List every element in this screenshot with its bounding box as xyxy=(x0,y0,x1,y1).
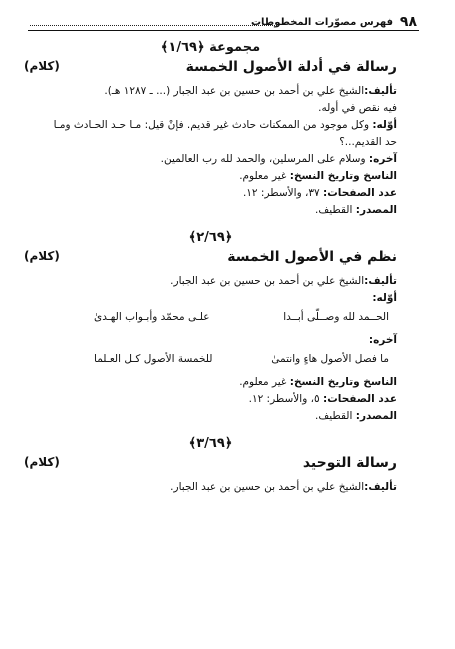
pages-line xyxy=(24,392,397,406)
source-value: القطيف. xyxy=(314,204,353,216)
copyist-value: غير معلوم. xyxy=(239,376,287,388)
entry-title-line xyxy=(24,249,397,271)
verse-line xyxy=(24,353,397,371)
pages-line xyxy=(24,186,397,200)
beginning-value: وكل موجود من الممكنات حادث غير قديم. فإنْ قيل: مـا حـد الحـادث ومـا xyxy=(53,119,370,131)
verse-hemistich-first: ما فصل الأصول هاءٍ وانتمىٰ xyxy=(271,353,389,365)
author-value: الشيخ علي بن أحمد بن حسين بن عبد الجبار (... ـ ١٢٨٧ هـ). xyxy=(104,85,365,97)
subject-tag: (كلام) xyxy=(24,249,60,263)
author-line xyxy=(24,84,397,98)
collection-heading: ﴿٣/٦٩﴾ xyxy=(188,436,233,451)
note-line: فيه نقص في أوله. xyxy=(318,102,397,114)
entry-title-line xyxy=(24,455,397,477)
author-label: تأليف: xyxy=(364,85,397,97)
end-line xyxy=(24,152,397,166)
source-line xyxy=(24,203,397,217)
beginning-label: أوّله: xyxy=(372,119,397,131)
author-line xyxy=(24,480,397,494)
beginning-label: أوّله: xyxy=(372,292,397,304)
beginning-line xyxy=(24,118,397,132)
entry-title: رسالة التوحيد xyxy=(302,455,397,471)
entry-title-line xyxy=(24,59,397,81)
copyist-label: الناسخ وتاريخ النسخ: xyxy=(289,376,397,388)
entry-title: رسالة في أدلة الأصول الخمسة xyxy=(185,59,397,75)
catalog-entry xyxy=(24,230,397,423)
subject-tag: (كلام) xyxy=(24,59,60,73)
page-number: ٩٨ xyxy=(399,14,417,30)
author-value: الشيخ علي بن أحمد بن حسين بن عبد الجبار. xyxy=(170,275,365,287)
source-label: المصدر: xyxy=(355,410,397,422)
end-label: آخره: xyxy=(368,334,397,346)
verse-hemistich-second: للخمسة الأصول كـل العـلما xyxy=(94,353,213,365)
author-label: تأليف: xyxy=(364,275,397,287)
running-title: فهرس مصوّرات المخطوطات xyxy=(250,17,393,28)
entry-title: نظم في الأصول الخمسة xyxy=(227,249,397,265)
catalog-content xyxy=(24,40,397,497)
catalog-entry xyxy=(24,436,397,494)
copyist-line xyxy=(24,169,397,183)
author-line xyxy=(24,274,397,288)
copyist-label: الناسخ وتاريخ النسخ: xyxy=(289,170,397,182)
source-label: المصدر: xyxy=(355,204,397,216)
verse-hemistich-second: علـى محمّد وأبـواب الهـدىٰ xyxy=(94,311,210,323)
collection-heading: مجموعة ﴿١/٦٩﴾ xyxy=(160,40,261,55)
pages-value: ٥، والأسطر: ١٢. xyxy=(248,393,320,405)
copyist-value: غير معلوم. xyxy=(239,170,287,182)
end-label: آخره: xyxy=(368,153,397,165)
pages-label: عدد الصفحات: xyxy=(323,393,397,405)
catalog-entry xyxy=(24,40,397,217)
header-dot-leader xyxy=(30,15,277,26)
beginning-continuation: حد القديم...؟ xyxy=(339,136,397,148)
verse-hemistich-first: الحــمد لله وصــلّى أبــدا xyxy=(283,311,389,323)
author-value: الشيخ علي بن أحمد بن حسين بن عبد الجبار. xyxy=(170,481,365,493)
subject-tag: (كلام) xyxy=(24,455,60,469)
source-line xyxy=(24,409,397,423)
author-label: تأليف: xyxy=(364,481,397,493)
source-value: القطيف. xyxy=(314,410,353,422)
header-rule xyxy=(28,30,419,31)
copyist-line xyxy=(24,375,397,389)
verse-line xyxy=(24,311,397,329)
end-value: وسلام على المرسلين، والحمد لله رب العالمين. xyxy=(160,153,366,165)
collection-heading: ﴿٢/٦٩﴾ xyxy=(188,230,233,245)
pages-value: ٣٧، والأسطر: ١٢. xyxy=(242,187,320,199)
pages-label: عدد الصفحات: xyxy=(323,187,397,199)
